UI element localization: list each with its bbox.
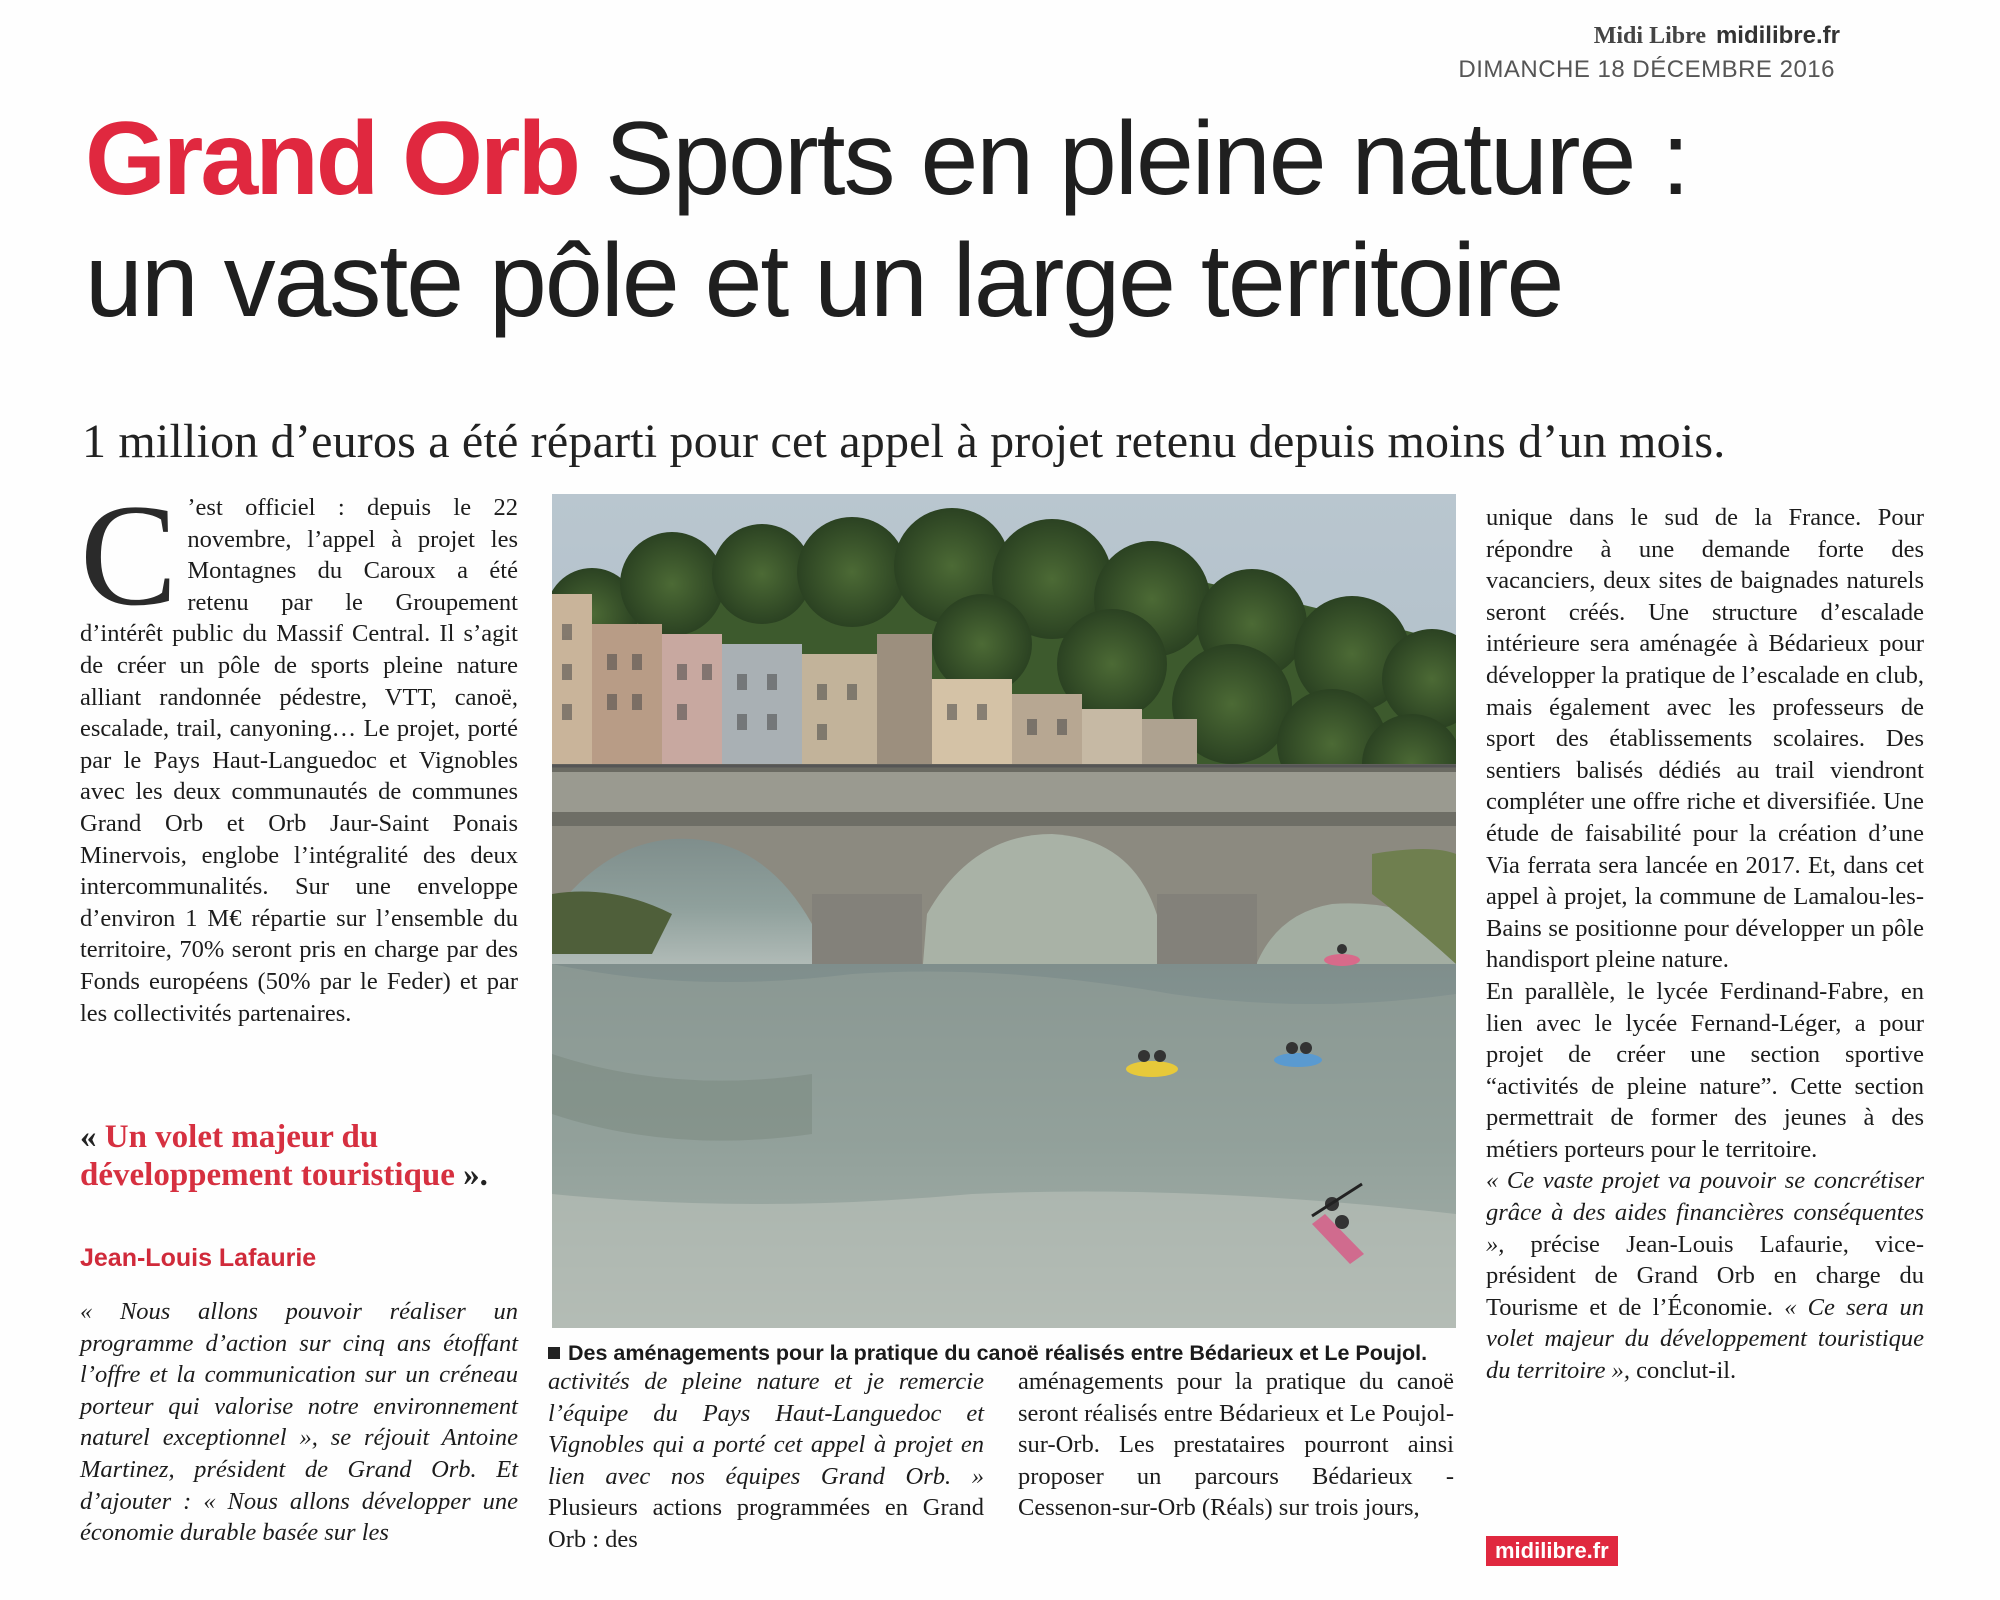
photo-caption-text: Des aménagements pour la pratique du canoë réalisés entre Bédarieux et Le Poujol. bbox=[568, 1341, 1428, 1365]
article-column-1-continued: « Nous allons pouvoir réaliser un programme d’action sur cinq ans étoffant l’offre et la communication sur un créneau porteur qui valorise notre environnement naturel exceptionnel », se réjouit Antoine Martinez, président de Grand Orb. Et d’ajouter : « Nous allons développer une économie durable basée sur les bbox=[80, 1298, 518, 1547]
subheadline: 1 million d’euros a été réparti pour cet appel à projet retenu depuis moins d’un mois. bbox=[82, 415, 1726, 468]
article-text-col4b: En parallèle, le lycée Ferdinand-Fabre, en lien avec le lycée Fernand-Léger, a pour projet de créer une section sportive “activités de pleine nature”. Cette section permettrait de former des jeunes à des métiers porteurs pour le territoire. bbox=[1486, 977, 1924, 1163]
headline-line2: un vaste pôle et un large territoire bbox=[85, 223, 1563, 339]
article-text-col4-mid: précise Jean-Louis Lafaurie, vice-président de Grand Orb en charge du Tourisme et de l’Économie. bbox=[1486, 1230, 1924, 1321]
pull-quote-author: Jean-Louis Lafaurie bbox=[80, 1244, 317, 1272]
river-bridge-photo bbox=[552, 494, 1456, 1328]
caption-square-icon bbox=[548, 1347, 560, 1359]
masthead bbox=[1594, 22, 1840, 50]
article-text-col2: Plusieurs actions programmées en Grand Orb : des bbox=[548, 1494, 984, 1553]
article-text-col4a: unique dans le sud de la France. Pour répondre à une demande forte des vacanciers, deux sites de baignades naturels seront créés. Une structure d’escalade intérieure sera aménagée à Bédarieux pour développer la pratique de l’escalade en club, mais également avec les professeurs de sport des établissements scolaires. Des sentiers balisés dédiés au trail viendront compléter une offre riche et diversifiée. Une étude de faisabilité pour la création d’une Via ferrata sera lancée en 2017. Et, dans cet appel à projet, la commune de Lamalou-les-Bains se positionne pour développer un pôle handisport pleine nature. bbox=[1486, 504, 1924, 974]
drop-cap: C bbox=[80, 474, 178, 636]
pull-quote-text: Un volet majeur du développement touristique bbox=[80, 1119, 455, 1193]
article-column-3: aménagements pour la pratique du canoë seront réalisés entre Bédarieux et Le Poujol-sur-Orb. Les prestataires pourront ainsi proposer un parcours Bédarieux - Cessenon-sur-Orb (Réals) sur trois jours, bbox=[1018, 1368, 1454, 1522]
quote-close-mark: ». bbox=[454, 1157, 488, 1193]
headline-kicker: Grand Orb bbox=[85, 101, 579, 217]
headline bbox=[85, 98, 1925, 342]
newspaper-site: midilibre.fr bbox=[1715, 22, 1840, 49]
newspaper-name: Midi Libre bbox=[1593, 23, 1706, 49]
article-column-2 bbox=[548, 1366, 984, 1556]
headline-line1: Sports en pleine nature : bbox=[604, 101, 1689, 217]
article-text-col1: ’est officiel : depuis le 22 novembre, l’appel à projet les Montagnes du Caroux a été retenu par le Groupement d’intérêt public du Massif Central. Il s’agit de créer un pôle de sports pleine nature alliant randonnée pédestre, VTT, canoë, escalade, trail, canyoning… Le projet, porté par le Pays Haut-Languedoc et Vignobles avec les deux communautés de communes Grand Orb et Orb Jaur-Saint Ponais Minervois, englobe l’intégralité des deux intercommunalités. Sur une enveloppe d’environ 1 M€ répartie sur l’ensemble du territoire, 70% seront pris en charge par des Fonds européens (50% par le Feder) et par les collectivités partenaires. bbox=[80, 494, 518, 1027]
article-text-col2-quote: activités de pleine nature et je remercie l’équipe du Pays Haut-Languedoc et Vignobles qui a porté cet appel à projet en lien avec nos équipes Grand Orb. » bbox=[548, 1368, 984, 1490]
issue-date: DIMANCHE 18 DÉCEMBRE 2016 bbox=[1458, 56, 1835, 83]
article-column-4 bbox=[1486, 502, 1924, 1387]
site-badge: midilibre.fr bbox=[1486, 1536, 1618, 1566]
article-text-col4-end: conclut-il. bbox=[1630, 1357, 1737, 1385]
pull-quote bbox=[80, 1118, 520, 1194]
photo-caption bbox=[548, 1341, 1427, 1366]
article-text-col4-quote2: « Ce sera un volet majeur du développement touristique du territoire », bbox=[1486, 1293, 1924, 1385]
article-text-col4-quote1: « Ce vaste projet va pouvoir se concrétiser grâce à des aides financières conséquentes », bbox=[1486, 1167, 1924, 1258]
article-column-1 bbox=[80, 474, 518, 1029]
quote-open-mark: « bbox=[80, 1119, 105, 1155]
